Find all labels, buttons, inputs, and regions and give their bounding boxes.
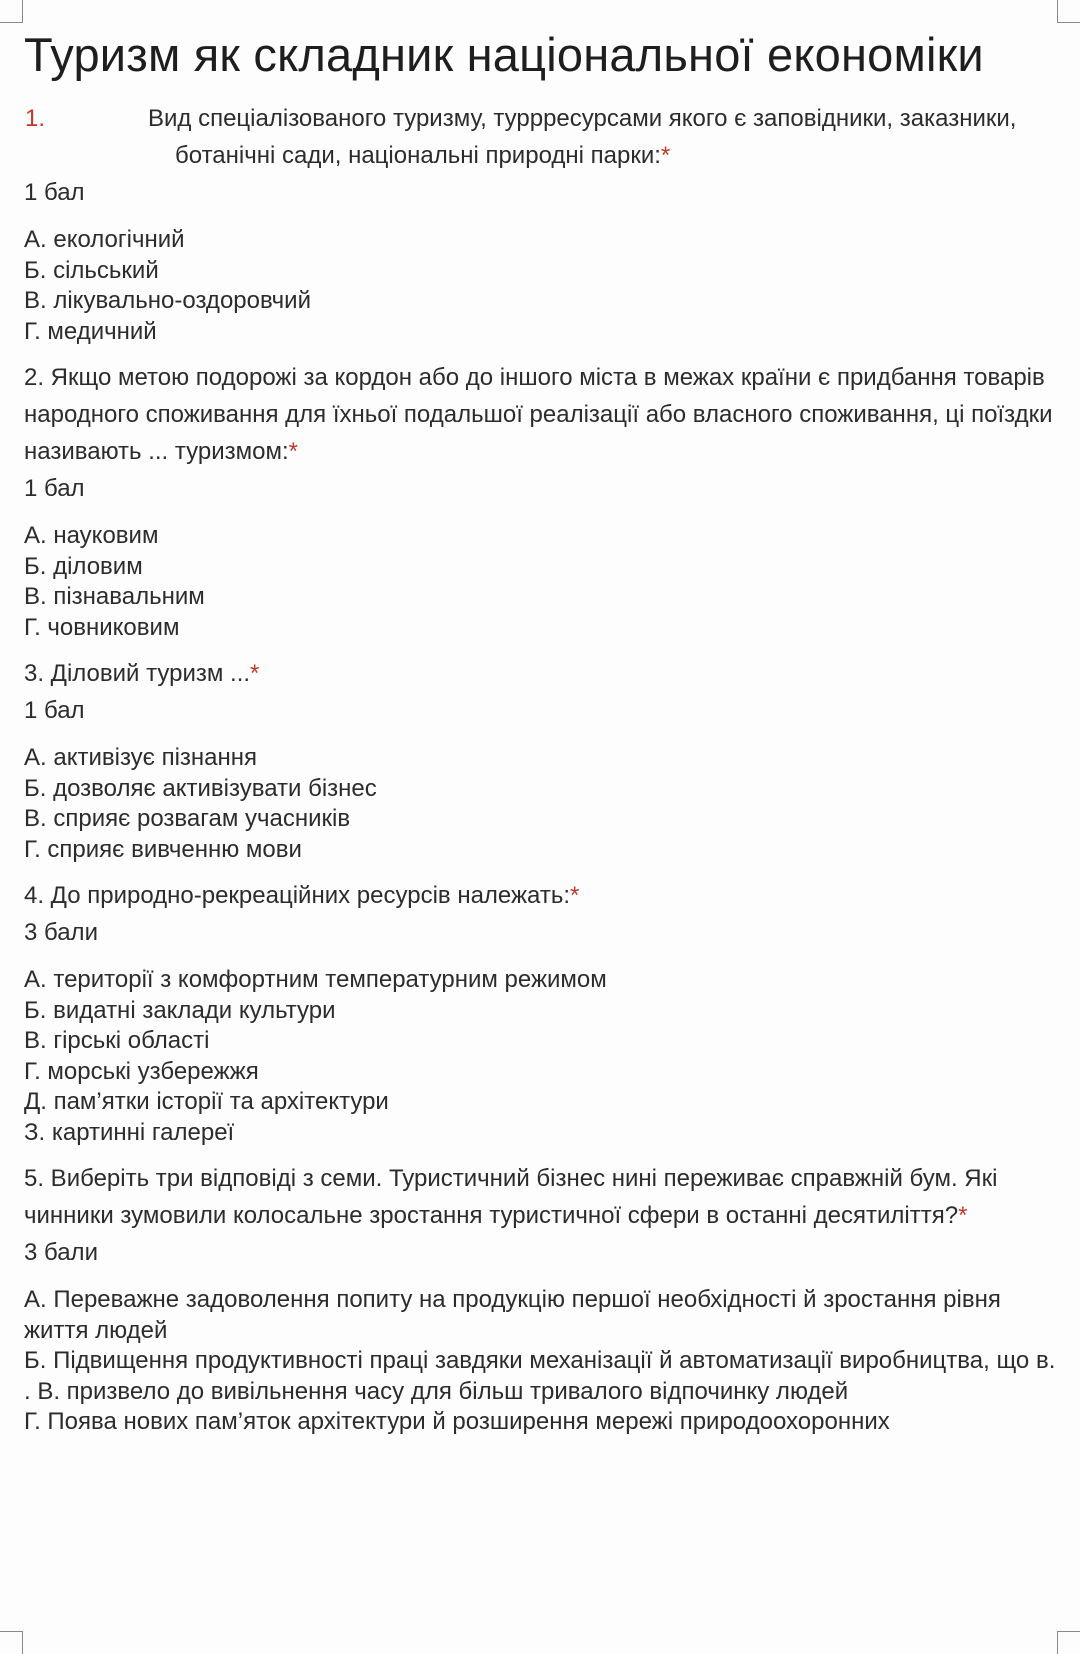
question-3-text-block — [24, 655, 1060, 692]
question-1-options — [24, 225, 1060, 347]
option-c: В. сприяє розвагам учасників — [24, 805, 351, 832]
option-a: А. екологічний — [24, 226, 185, 253]
option-b: Б. діловим — [24, 552, 143, 580]
question-1-points: 1 бал — [24, 179, 85, 206]
option-d: Г. сприяє вивченню мови — [24, 835, 302, 863]
question-2-options — [24, 521, 1060, 643]
question-5-text: 5. Виберіть три відповіді з семи. Туристичний бізнес нині переживає справжній бум. Які чинники зумовили колосальне зростання туристичної сфери в останні десятиліття? — [24, 1165, 998, 1229]
crop-mark-top-right — [1057, 0, 1080, 23]
option-c: В. гірські області — [24, 1027, 210, 1054]
option-d: Г. морські узбережжя — [24, 1057, 259, 1085]
question-5 — [24, 1160, 1060, 1438]
option-f: З. картинні галереї — [24, 1118, 235, 1146]
option-c: В. пізнавальним — [24, 583, 205, 610]
question-4-text: 4. До природно-рекреаційних ресурсів належать: — [24, 882, 571, 909]
question-1-number: 1. — [25, 105, 46, 132]
crop-mark-bottom-left — [0, 1631, 23, 1654]
question-5-points: 3 бали — [24, 1239, 98, 1266]
option-c: В. лікувально-оздоровчий — [24, 287, 311, 314]
question-2 — [24, 359, 1060, 643]
question-4-text-block — [24, 877, 1060, 914]
option-c: Г. Поява нових пам’яток архітектури й розширення мережі природоохоронних — [24, 1408, 890, 1435]
option-d: Г. медичний — [24, 317, 157, 345]
question-1 — [24, 100, 1060, 347]
option-b: Б. дозволяє активізувати бізнес — [24, 774, 377, 802]
option-e: Д. пам’ятки історії та архітектури — [24, 1088, 389, 1115]
required-asterisk: * — [250, 660, 260, 687]
required-asterisk: * — [660, 142, 671, 169]
option-a: А. науковим — [24, 522, 159, 549]
document-page — [24, 22, 1060, 1438]
question-3-points: 1 бал — [24, 697, 85, 724]
required-asterisk: * — [958, 1202, 968, 1229]
option-a: А. Переважне задоволення попиту на продукцію першої необхідності й зростання рівня життя людей — [24, 1286, 1001, 1344]
page-title: Туризм як складник національної економіки — [24, 28, 984, 81]
crop-mark-bottom-right — [1057, 1631, 1080, 1654]
question-1-text: Вид спеціалізованого туризму, туррресурсами якого є заповідники, заказники, ботанічні сади, національні природні парки: — [148, 105, 1017, 169]
option-d: Г. човниковим — [24, 613, 180, 641]
option-a: А. активізує пізнання — [24, 744, 258, 771]
crop-mark-top-left — [0, 0, 23, 23]
required-asterisk: * — [570, 882, 580, 909]
option-b: Б. видатні заклади культури — [24, 996, 336, 1024]
option-a: А. території з комфортним температурним режимом — [24, 966, 607, 993]
question-4 — [24, 877, 1060, 1148]
question-4-points: 3 бали — [24, 919, 98, 946]
question-2-points: 1 бал — [24, 475, 85, 502]
question-3-text: 3. Діловий туризм ... — [24, 660, 251, 687]
question-5-text-block — [24, 1160, 1060, 1234]
question-4-options — [24, 965, 1060, 1148]
question-3-options — [24, 743, 1060, 865]
question-3 — [24, 655, 1060, 865]
required-asterisk: * — [288, 438, 298, 465]
question-1-text-block — [25, 100, 1060, 174]
question-2-text: 2. Якщо метою подорожі за кордон або до іншого міста в межах країни є придбання товарів народного споживання для їхньої подальшої реалізації або власного споживання, ці поїздки називають ... туризмом: — [24, 364, 1053, 465]
option-b: Б. Підвищення продуктивності праці завдяки механізації й автоматизації виробництва, що в. . В. призвело до вивільнення часу для більш тривалого відпочинку людей — [24, 1347, 1056, 1405]
option-b: Б. сільський — [24, 256, 159, 284]
question-2-text-block — [24, 359, 1060, 470]
question-5-options — [24, 1285, 1060, 1438]
